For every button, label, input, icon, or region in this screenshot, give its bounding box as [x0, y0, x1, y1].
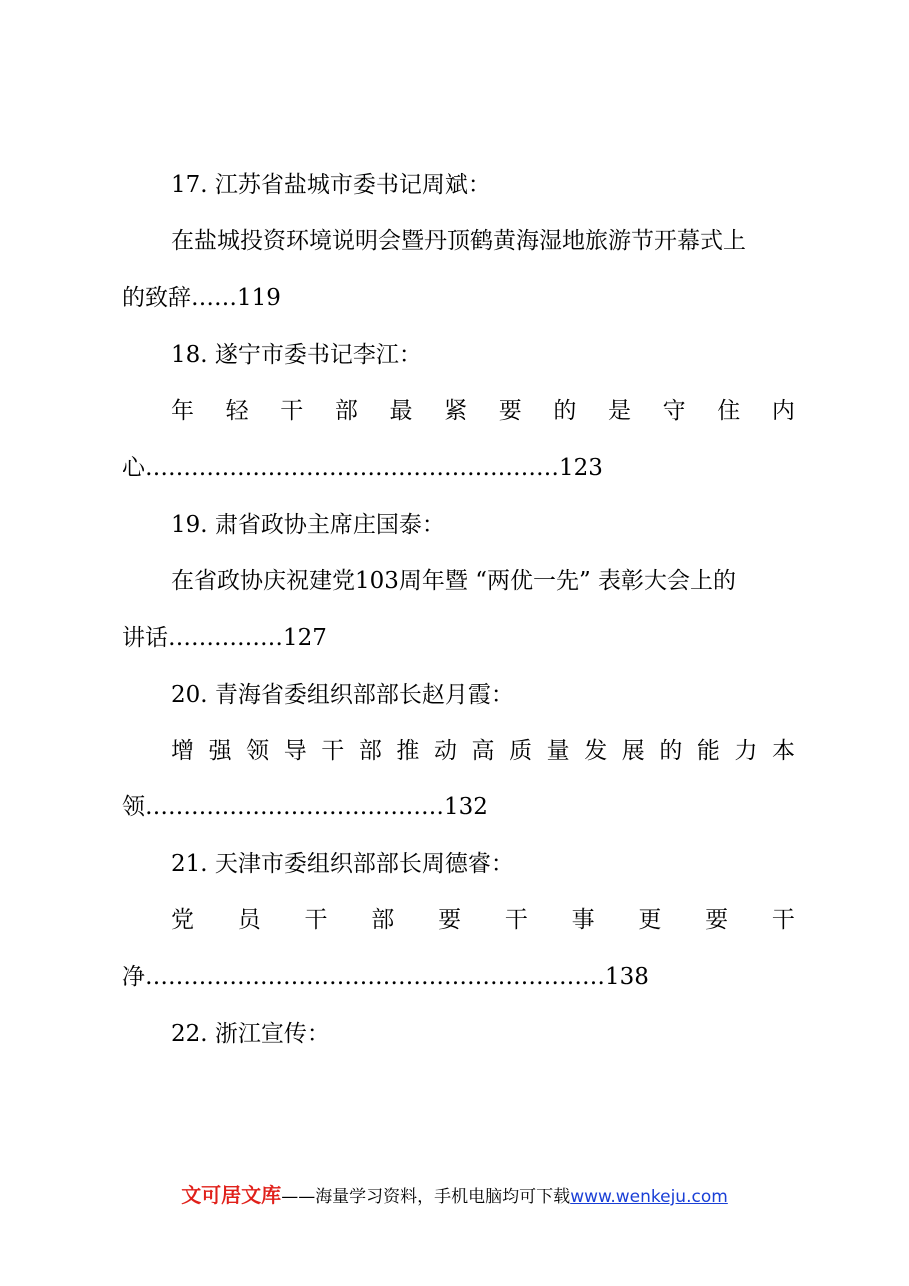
- title-char: 事: [571, 907, 595, 933]
- title-char: 党: [171, 907, 194, 933]
- title-char: 干: [304, 907, 328, 933]
- entry-21-heading: 21. 天津市委组织部部长周德睿：: [171, 851, 514, 877]
- title-char: 能: [696, 738, 720, 764]
- title-char: 守: [662, 398, 686, 424]
- title-char: 干: [280, 398, 304, 424]
- title-char: 住: [717, 398, 741, 424]
- title-char: 的: [553, 398, 577, 424]
- footer-website-link[interactable]: www.wenkeju.com: [570, 1187, 728, 1207]
- title-char: 推: [396, 738, 420, 764]
- title-char: 领: [246, 738, 270, 764]
- title-char: 员: [237, 907, 261, 933]
- entry-17-heading: 17. 江苏省盐城市委书记周斌：: [171, 172, 491, 198]
- footer-tagline: ——海量学习资料，手机电脑均可下载: [281, 1187, 571, 1207]
- entry-19-title-line2: 讲话……………127: [122, 625, 327, 651]
- entry-19-title-line1: 在省政协庆祝建党103周年暨 “两优一先” 表彰大会上的: [171, 568, 737, 594]
- title-char: 是: [608, 398, 631, 424]
- title-char: 最: [389, 398, 413, 424]
- title-char: 动: [433, 738, 457, 764]
- footer-brand: 文可居文库: [181, 1183, 282, 1207]
- title-char: 部: [371, 907, 395, 933]
- title-char: 紧: [444, 398, 468, 424]
- title-char: 年: [171, 398, 194, 424]
- title-char: 部: [358, 738, 382, 764]
- entry-20-title-line2: 领…………………………………132: [122, 794, 488, 820]
- entry-20-title-line1: [171, 736, 795, 766]
- entry-17-title-line1: 在盐城投资环境说明会暨丹顶鹤黄海湿地旅游节开幕式上: [171, 228, 746, 254]
- entry-20-heading: 20. 青海省委组织部部长赵月霞：: [171, 682, 514, 708]
- title-char: 质: [509, 738, 533, 764]
- title-char: 强: [208, 738, 232, 764]
- entry-21-title-line1: [171, 905, 795, 935]
- title-char: 展: [621, 738, 645, 764]
- entry-22-heading: 22. 浙江宣传：: [171, 1021, 330, 1047]
- title-char: 干: [321, 738, 345, 764]
- title-char: 要: [498, 398, 522, 424]
- title-char: 部: [334, 398, 358, 424]
- title-char: 内: [771, 398, 795, 424]
- entry-21-title-line2: 净……………………………………………………138: [122, 964, 649, 990]
- title-char: 本: [772, 738, 795, 764]
- entry-19-heading: 19. 肃省政协主席庄国泰：: [171, 512, 445, 538]
- title-char: 发: [584, 738, 608, 764]
- entry-18-title-line2: 心………………………………………………123: [122, 455, 603, 481]
- title-char: 轻: [225, 398, 249, 424]
- entry-17-title-line2: 的致辞……119: [122, 285, 281, 311]
- entry-18-heading: 18. 遂宁市委书记李江：: [171, 342, 422, 368]
- title-char: 导: [283, 738, 307, 764]
- title-char: 高: [471, 738, 495, 764]
- title-char: 增: [171, 738, 194, 764]
- title-char: 的: [659, 738, 683, 764]
- title-char: 更: [638, 907, 662, 933]
- title-char: 量: [546, 738, 570, 764]
- title-char: 力: [734, 738, 758, 764]
- entry-18-title-line1: [171, 396, 795, 426]
- title-char: 要: [438, 907, 462, 933]
- title-char: 干: [504, 907, 528, 933]
- footer-banner: [0, 1180, 909, 1212]
- title-char: 要: [705, 907, 729, 933]
- title-char: 干: [771, 907, 795, 933]
